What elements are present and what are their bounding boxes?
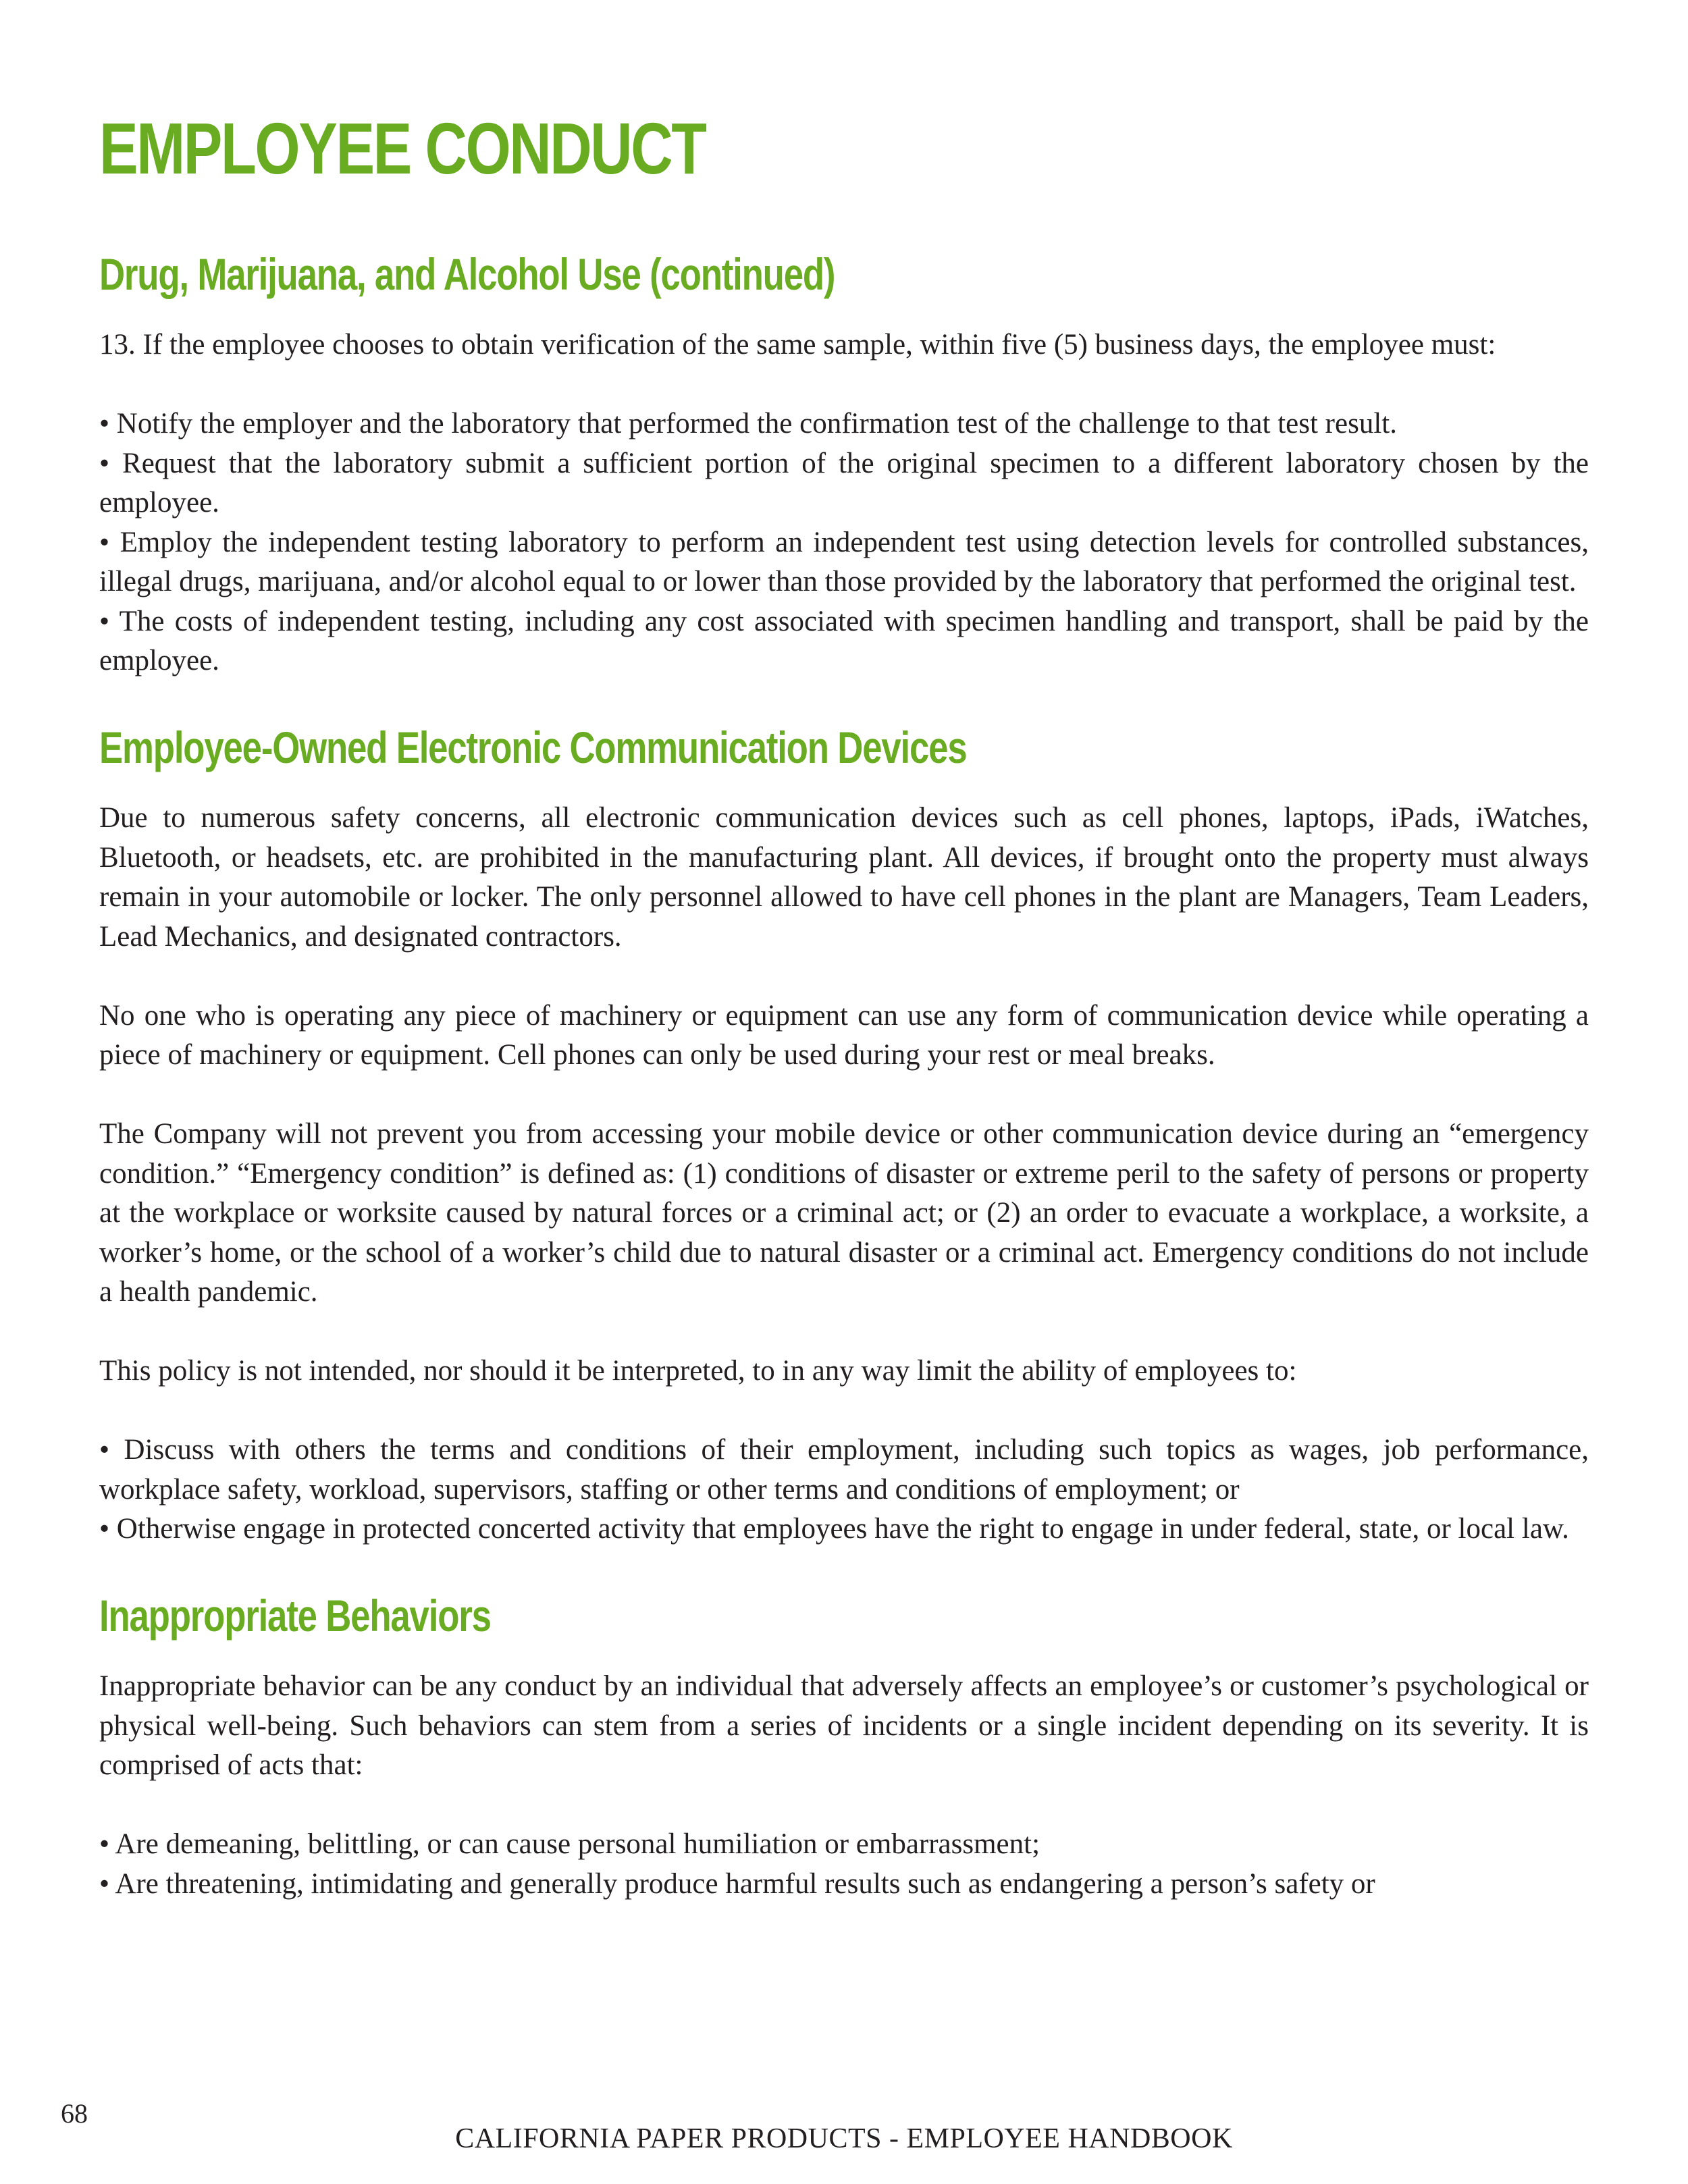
section-heading-inappropriate-behaviors: Inappropriate Behaviors bbox=[99, 1591, 491, 1641]
section-heading-electronic-devices: Employee-Owned Electronic Communication Devices bbox=[99, 722, 967, 772]
paragraph-emergency-condition: The Company will not prevent you from accessing your mobile device or other communication device during an “emergency condition.” “Emergency condition” is defined as: (1) conditions of disaster or extreme peril to the safety of persons or property at the workplace or worksite caused by natural forces or a criminal act; or (2) an order to evacuate a workplace, a worksite, a worker’s home, or the school of a worker’s child due to natural disaster or a criminal act. Emergency conditions do not include a health pandemic. bbox=[99, 1118, 1589, 1308]
verification-steps-list bbox=[99, 404, 1589, 681]
page-number: 68 bbox=[61, 2098, 88, 2129]
list-item: • Notify the employer and the laboratory that performed the confirmation test of the challenge to that test result. bbox=[99, 408, 1397, 440]
footer-handbook-title: CALIFORNIA PAPER PRODUCTS - EMPLOYEE HANDBOOK bbox=[455, 2123, 1233, 2154]
page-content bbox=[99, 108, 1589, 1944]
paragraph-policy-limits: This policy is not intended, nor should it be interpreted, to in any way limit the ability of employees to: bbox=[99, 1355, 1297, 1387]
paragraph-verification-intro: 13. If the employee chooses to obtain verification of the same sample, within five (5) business days, the employee must: bbox=[99, 329, 1496, 361]
list-item: • Request that the laboratory submit a sufficient portion of the original specimen to a different laboratory chosen by the employee. bbox=[99, 447, 1589, 518]
paragraph-inappropriate-behavior-intro: Inappropriate behavior can be any conduct by an individual that adversely affects an employee’s or customer’s psychological or physical well-being. Such behaviors can stem from a series of incidents or a single incident depending on its severity. It is comprised of acts that: bbox=[99, 1670, 1589, 1781]
inappropriate-acts-list bbox=[99, 1825, 1589, 1904]
section-heading-drug-use: Drug, Marijuana, and Alcohol Use (continued) bbox=[99, 249, 835, 299]
employee-rights-list bbox=[99, 1431, 1589, 1549]
list-item: • The costs of independent testing, including any cost associated with specimen handling and transport, shall be paid by the employee. bbox=[99, 605, 1589, 676]
list-item: • Are threatening, intimidating and generally produce harmful results such as endangering a person’s safety or bbox=[99, 1867, 1375, 1900]
list-item: • Are demeaning, belittling, or can cause personal humiliation or embarrassment; bbox=[99, 1828, 1040, 1860]
list-item: • Otherwise engage in protected concerted activity that employees have the right to engage in under federal, state, or local law. bbox=[99, 1513, 1569, 1545]
paragraph-machinery-use: No one who is operating any piece of machinery or equipment can use any form of communication device while operating a piece of machinery or equipment. Cell phones can only be used during your rest or meal breaks. bbox=[99, 999, 1589, 1071]
paragraph-device-prohibition: Due to numerous safety concerns, all electronic communication devices such as cell phones, laptops, iPads, iWatches, Bluetooth, or headsets, etc. are prohibited in the manufacturing plant. All devices, if brought onto the property must always remain in your automobile or locker. The only personnel allowed to have cell phones in the plant are Managers, Team Leaders, Lead Mechanics, and designated contractors. bbox=[99, 802, 1589, 953]
list-item: • Employ the independent testing laboratory to perform an independent test using detection levels for controlled substances, illegal drugs, marijuana, and/or alcohol equal to or lower than those provided by the laboratory that performed the original test. bbox=[99, 526, 1589, 597]
list-item: • Discuss with others the terms and conditions of their employment, including such topics as wages, job performance, workplace safety, workload, supervisors, staffing or other terms and conditions of employment; or bbox=[99, 1434, 1589, 1506]
page-title: EMPLOYEE CONDUCT bbox=[99, 107, 706, 189]
